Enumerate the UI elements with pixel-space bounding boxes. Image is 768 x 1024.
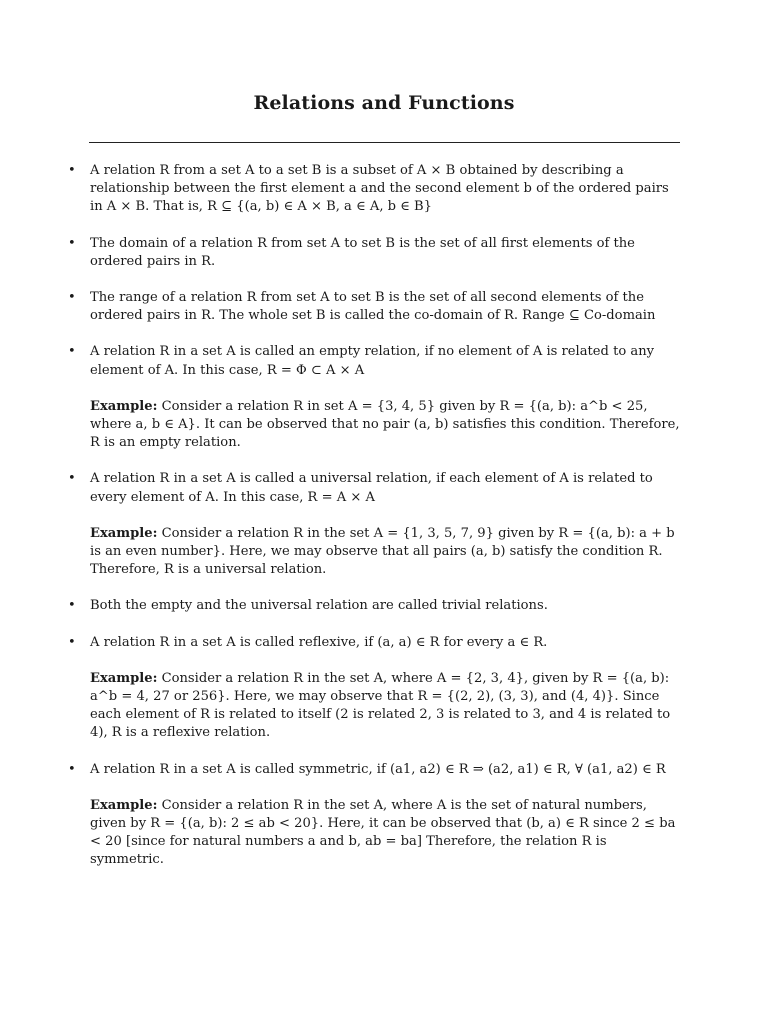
item-text: • The range of a relation R from set A to set B is the set of all second elements of the ordered pairs in R. The whole set B is called the co-domain of R. Range ⊆ Co-domain: [90, 290, 656, 324]
example-paragraph: [90, 398, 680, 453]
example-text: Consider a relation R in the set A, where A = {2, 3, 4}, given by R = {(a, b): a^b = 4, 27 or 256}. Here, we may observe that R = {(2, 2), (3, 3), and (4, 4)}. Since each element of R is related to itself (2 is related 2, 3 is related to 3, and 4 is related to 4), R is a reflexive relation.: [90, 670, 671, 741]
example-text: Consider a relation R in the set A = {1, 3, 5, 7, 9} given by R = {(a, b): a + b is an even number}. Here, we may observe that all pairs (a, b) satisfy the condition R. Therefore, R is a universal relation.: [90, 525, 675, 578]
item-text: • A relation R in a set A is called symmetric, if (a1, a2) ∈ R ⇒ (a2, a1) ∈ R, ∀ (a1, a2) ∈ R: [90, 761, 666, 777]
list-item: [68, 597, 680, 615]
example-label: Example:: [90, 670, 158, 686]
example-paragraph: [90, 670, 680, 743]
list-item: [68, 162, 680, 217]
item-text: • A relation R in a set A is called an empty relation, if no element of A is related to any element of A. In this case, R = Φ ⊂ A × A: [90, 344, 655, 378]
list-item: [68, 761, 680, 870]
content-list: [68, 162, 680, 888]
example-label: Example:: [90, 525, 158, 541]
example-label: Example:: [90, 797, 158, 813]
list-item: [68, 343, 680, 452]
list-item: [68, 634, 680, 743]
list-item: [68, 470, 680, 579]
example-label: Example:: [90, 398, 158, 414]
list-item: [68, 289, 680, 325]
example-paragraph: [90, 797, 680, 870]
title-divider: [89, 142, 680, 143]
list-item: [68, 235, 680, 271]
page-title: Relations and Functions: [253, 92, 515, 114]
item-text: • The domain of a relation R from set A to set B is the set of all first elements of the ordered pairs in R.: [90, 235, 635, 269]
item-text: • Both the empty and the universal relation are called trivial relations.: [90, 598, 548, 614]
example-text: Consider a relation R in set A = {3, 4, 5} given by R = {(a, b): a^b < 25, where a, b ∈ A}. It can be observed that no pair (a, b) satisfies this condition. Therefore, R is an empty relation.: [90, 398, 680, 451]
item-text: • A relation R from a set A to a set B is a subset of A × B obtained by describing a relationship between the first element a and the second element b of the ordered pairs in A × B. That is, R ⊆ {(a, b) ∈ A × B, a ∈ A, b ∈ B}: [90, 163, 669, 215]
example-paragraph: [90, 525, 680, 580]
item-text: • A relation R in a set A is called a universal relation, if each element of A is related to every element of A. In this case, R = A × A: [90, 471, 653, 505]
item-text: • A relation R in a set A is called reflexive, if (a, a) ∈ R for every a ∈ R.: [90, 634, 548, 650]
example-text: Consider a relation R in the set A, where A is the set of natural numbers, given by R = {(a, b): 2 ≤ ab < 20}. Here, it can be observed that (b, a) ∈ R since 2 ≤ ba < 20 [since for natural numbers a and b, ab = ba] Therefore, the relation R is symmetric.: [90, 797, 676, 868]
